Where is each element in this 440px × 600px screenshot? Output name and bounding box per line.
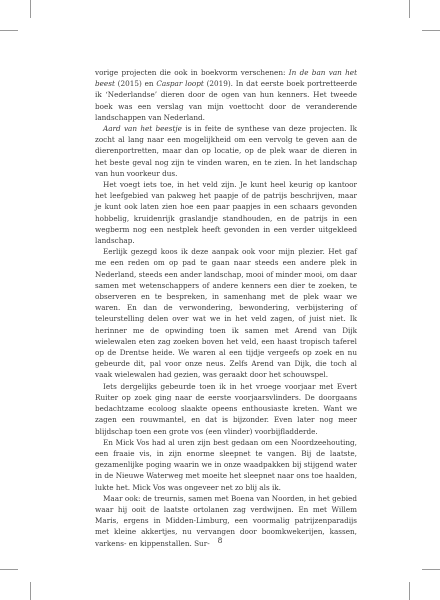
crop-mark-bottom-left-horizontal xyxy=(0,569,18,570)
text-run: vorige projecten die ook in boekvorm verschenen: xyxy=(95,68,289,77)
crop-mark-bottom-right-vertical xyxy=(409,582,410,600)
paragraph xyxy=(95,246,357,380)
paragraph xyxy=(95,381,357,437)
crop-mark-top-left-horizontal xyxy=(0,30,18,31)
crop-mark-bottom-right-horizontal xyxy=(422,569,440,570)
crop-mark-top-right-vertical xyxy=(409,0,410,18)
body-text xyxy=(95,67,357,549)
paragraph xyxy=(95,123,357,179)
italic-title: Caspar loopt xyxy=(156,79,204,89)
crop-mark-top-right-horizontal xyxy=(422,30,440,31)
text-run: Maar ook: de treurnis, samen met Boena van Noorden, in het gebied waar hij ooit de laatste ortolanen zag verdwijnen. En met Willem Maris, ergens in Midden-Limburg, een voormalig patrijzenparadijs met kleine akkertjes, nu vervangen door boomkwekerijen, kassen, varkens- en kippenstallen. Sur- xyxy=(95,493,357,548)
paragraph xyxy=(95,437,357,493)
crop-mark-bottom-left-vertical xyxy=(30,582,31,600)
text-run: Eerlijk gezegd koos ik deze aanpak ook voor mijn plezier. Het gaf me een reden om op pad te gaan naar steeds een andere plek in Nederland, steeds een ander landschap, mooi of minder mooi, om daar samen met wetenschappers of andere kenners een dier te zoeken, te observeren en te bespreken, in samenhang met de plek waar we waren. En dan de verwondering, bewondering, verbijstering of teleurstelling delen over wat we in het veld zagen, of juist niet. Ik herinner me de opwinding toen ik samen met Arend van Dijk wielewalen eten zag zoeken boven het veld, een haast tropisch taferel op de Drentse heide. We waren al een tijdje vergeefs op zoek en nu gebeurde dit, pal voor onze neus. Zelfs Arend van Dijk, die toch al vaak wielewalen had gezien, was geraakt door het schouwspel. xyxy=(95,247,357,380)
paragraph xyxy=(95,179,357,246)
italic-title: In de ban van het beest xyxy=(95,68,357,89)
text-run: En Mick Vos had al uren zijn best gedaan om een Noordzeehouting, een fraaie vis, in zijn enorme sleepnet te vangen. Bij de laatste, gezamenlijke poging waarin we in onze waadpakken bij stijgend water in de Nieuwe Waterweg met moeite het sleepnet naar ons toe haalden, lukte het. Mick Vos was ongeveer net zo blij als ik. xyxy=(95,437,357,492)
crop-mark-top-left-vertical xyxy=(30,0,31,18)
text-run: Het voegt iets toe, in het veld zijn. Je kunt heel keurig op kantoor het leefgebied van pakweg het paapje of de patrijs beschrijven, maar je kunt ook laten zien hoe een paar paapjes in een schaars gevonden hobbelig, kruidenrijk graslandje standhouden, en de patrijs in een wegberm nog een nestplek heeft gevonden in een verder uitgekleed landschap. xyxy=(95,180,357,246)
text-run: is in feite de synthese van deze projecten. Ik zocht al lang naar een mogelijkheid om een vervolg te geven aan de dierenportretten, maar dan op locatie, op de plek waar de dieren in het beste geval nog zijn te vinden waren, en te zien. In het landschap van hun voorkeur dus. xyxy=(95,124,358,178)
text-run: Iets dergelijks gebeurde toen ik in het vroege voorjaar met Evert Ruiter op zoek ging naar de eerste voorjaarsvlinders. De doorgaans bedachtzame ecoloog slaakte opeens enthousiaste kreten. Want we zagen een rouwmantel, en dat is bijzonder. Even later nog meer blijdschap toen een grote vos (een vlinder) voorbijfladderde. xyxy=(95,381,357,436)
page-number: 8 xyxy=(217,536,223,545)
paragraph xyxy=(95,67,357,123)
text-run: (2015) en xyxy=(114,79,157,89)
text-run: (2019). In dat eerste boek portretteerde ik ‘Nederlandse’ dieren door de ogen van hun kenners. Het tweede boek was een verslag van mijn voettocht door de veranderende landschappen van Nederland. xyxy=(95,79,357,122)
italic-title: Aard van het beestje xyxy=(103,124,182,134)
